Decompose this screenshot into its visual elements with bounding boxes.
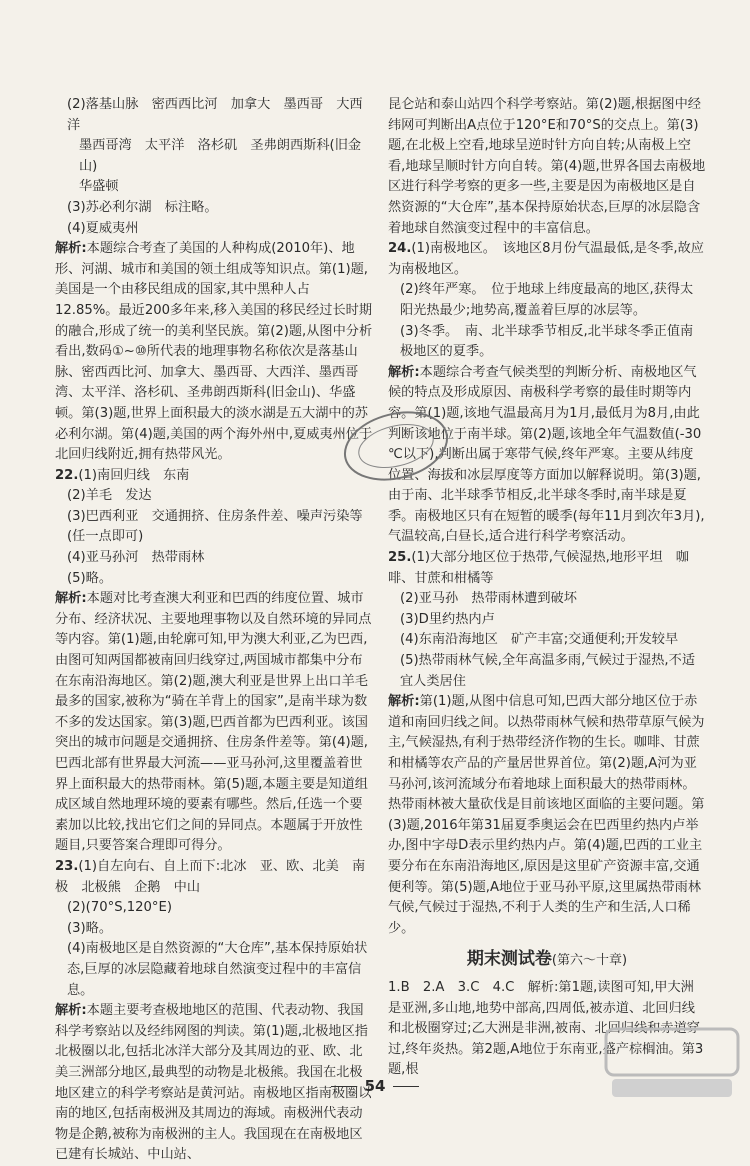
answer-line: 墨西哥湾 太平洋 洛杉矶 圣弗朗西斯科(旧金山) — [79, 138, 362, 174]
answer-text: (1)自左向右、自上而下:北冰 亚、欧、北美 南极 北极熊 企鹅 中山 — [55, 858, 366, 895]
explanation: 解析:本题对比考查澳大利亚和巴西的纬度位置、城市分布、经济状况、主要地理事物以及自然环境的异同点等内容。第(1)题,由轮廓可知,甲为澳大利亚,乙为巴西,由图可知两国都被南回归线穿过,两国城市都集中分布在东南沿海地区。第(2)题,澳大利亚是世界上出口羊毛最多的国家,被称为“骑在羊背上的国家”,是南半球为数不多的发达国家。第(3)题,巴西首都为巴西利亚。该国突出的城市问题是交通拥挤、住房条件差等。第(4)题,巴西北部有世界最大河流——亚马孙河,这里覆盖着世界上面积最大的热带雨林。第(5)题,本题主要是知道组成区域自然地理环境的要素有哪些。然后,任选一个要素加以比较,找出它们之间的异同点。本题属于开放性题目,只要答案合理即可得分。 — [55, 591, 372, 854]
answer-line: (3)巴西利亚 交通拥挤、住房条件差、噪声污染等(任一点即可) — [67, 508, 363, 545]
answer-line: (2)羊毛 发达 — [67, 488, 152, 504]
answer-line: (3)略。 — [67, 920, 113, 936]
answer-line: (3)D里约热内卢 — [400, 611, 495, 627]
answer-line: (3)冬季。 南、北半球季节相反,北半球冬季正值南极地区的夏季。 — [400, 323, 694, 360]
answer-text: (1)南回归线 东南 — [78, 467, 190, 483]
stamp-mark — [340, 410, 452, 482]
answer-line: (2)落基山脉 密西西比河 加拿大 墨西哥 大西洋 — [67, 97, 363, 133]
explanation: 解析:本题主要考查极地地区的范围、代表动物、我国科学考察站以及经纬网图的判读。第(1)题,北极地区指北极圈以北,包括北冰洋大部分及其周边的亚、欧、北美三洲部分地区,最典型的动物是北极熊。我国在北极地区建立的科学考察站是黄河站。南极地区指南极圈以南的地区,包括南极洲及其周边的海域。南极洲代表动物是企鹅,被称为南极洲的主人。我国现在在南极地区已建有长城站、中山站、 — [55, 1003, 372, 1163]
question-answer — [55, 857, 373, 898]
right-column — [388, 95, 706, 1081]
answer-line: (4)夏威夷州 — [67, 220, 139, 236]
answer-line: (4)亚马孙河 热带雨林 — [67, 550, 205, 566]
section-title-main: 期末测试卷 — [466, 949, 552, 970]
explanation: 解析:本题综合考查了美国的人种构成(2010年)、地形、河湖、城市和美国的领土组成等知识点。第(1)题,美国是一个由移民组成的国家,其中黑种人占12.85%。最近200多年来,移入美国的移民经过长时期的融合,形成了统一的美利坚民族。第(2)题,从图中分析看出,数码①~⑩所代表的地理事物名称依次是落基山脉、密西西比河、加拿大、墨西哥、大西洋、墨西哥湾、太平洋、洛杉矶、圣弗朗西斯科(旧金山)、华盛顿。第(3)题,世界上面积最大的淡水湖是五大湖中的苏必利尔湖。第(4)题,美国的两个海外州中,夏威夷州位于北回归线附近,拥有热带风光。 — [55, 241, 373, 463]
answer-line: (5)热带雨林气候,全年高温多雨,气候过于湿热,不适宜人类居住 — [400, 653, 696, 689]
answer-line: 华盛顿 — [79, 179, 119, 195]
answer-line: (3)苏必利尔湖 标注略。 — [67, 199, 218, 215]
question-number: 24. — [388, 241, 412, 257]
mc-answers: 1.B 2.A 3.C 4.C 解析:第1题,读图可知,甲大洲是亚洲,多山地,地势中部高,四周低,被赤道、北回归线和北极圈穿过;乙大洲是非洲,被南、北回归线和赤道穿过,终年炎热。第2题,A地位于东南亚,盛产棕榈油。第3题,根 — [388, 979, 704, 1078]
question-number: 25. — [388, 550, 412, 566]
question-number: 22. — [55, 467, 79, 483]
answer-line: (2)(70°S,120°E) — [67, 900, 173, 916]
answer-line: (2)亚马孙 热带雨林遭到破坏 — [400, 591, 577, 607]
left-column — [55, 95, 373, 1166]
explanation: 解析:本题综合考查气候类型的判断分析、南极地区气候的特点及形成原因、南极科学考察的最佳时期等内容。第(1)题,该地气温最高月为1月,最低月为8月,由此判断该地位于南半球。第(2)题,该地全年气温数值(-30 ℃以下),判断出属于寒带气候,终年严寒。主要从纬度位置、海拔和冰层厚度等方面加以解释说明。第(3)题,由于南、北半球季节相反,北半球冬季时,南半球是夏季。南极地区只有在短暂的暖季(每年11月到次年3月),气温较高,白昼长,适合进行科学考察活动。 — [388, 364, 705, 545]
question-answer — [388, 239, 706, 280]
explanation: 解析:第(1)题,从图中信息可知,巴西大部分地区位于赤道和南回归线之间。以热带雨林气候和热带草原气候为主,气候湿热,有利于热带经济作物的生长。咖啡、甘蔗和柑橘等农产品的产量居世界首位。第(2)题,A河为亚马孙河,该河流域分布着地球上面积最大的热带雨林。热带雨林被大量砍伐是目前该地区面临的主要问题。第(3)题,2016年第31届夏季奥运会在巴西里约热内卢举办,图中字母D表示里约热内卢。第(4)题,巴西的工业主要分布在东南沿海地区,原因是这里矿产资源丰富,交通便利等。第(5)题,A地位于亚马孙平原,这里属热带雨林气候,气候过于湿热,不利于人类的生产和生活,人口稀少。 — [388, 694, 705, 936]
answer-text: (1)南极地区。 该地区8月份气温最低,是冬季,故应为南极地区。 — [388, 241, 704, 277]
answer-line: (4)南极地区是自然资源的“大仓库”,基本保持原始状态,巨厚的冰层隐藏着地球自然演变过程中的丰富信息。 — [67, 941, 368, 998]
answer-line: (2)终年严寒。 位于地球上纬度最高的地区,获得太阳光热最少;地势高,覆盖着巨厚的冰层等。 — [400, 282, 694, 318]
explanation: 昆仑站和泰山站四个科学考察站。第(2)题,根据图中经纬网可判断出A点位于120°E和70°S的交点上。第(3)题,在北极上空看,地球呈逆时针方向自转;从南极上空看,地球呈顺时针方向自转。第(4)题,世界各国去南极地区进行科学考察的更多一些,主要是因为南极地区是自然资源的“大仓库”,基本保持原始状态,巨厚的冰层隐含着地球自然演变过程中的丰富信息。 — [388, 97, 706, 236]
answer-line: (5)略。 — [67, 570, 113, 586]
section-title-sub: (第六～十章) — [551, 953, 628, 969]
answer-line: (4)东南沿海地区 矿产丰富;交通便利;开发较早 — [400, 632, 679, 648]
answer-text: (1)大部分地区位于热带,气候湿热,地形平坦 咖啡、甘蔗和柑橘等 — [388, 550, 689, 586]
question-answer — [55, 466, 373, 487]
page-number: 54 — [0, 1077, 750, 1095]
section-title — [388, 949, 706, 972]
question-number: 23. — [55, 858, 79, 874]
watermark-logo — [602, 1025, 742, 1103]
question-answer — [388, 548, 706, 589]
